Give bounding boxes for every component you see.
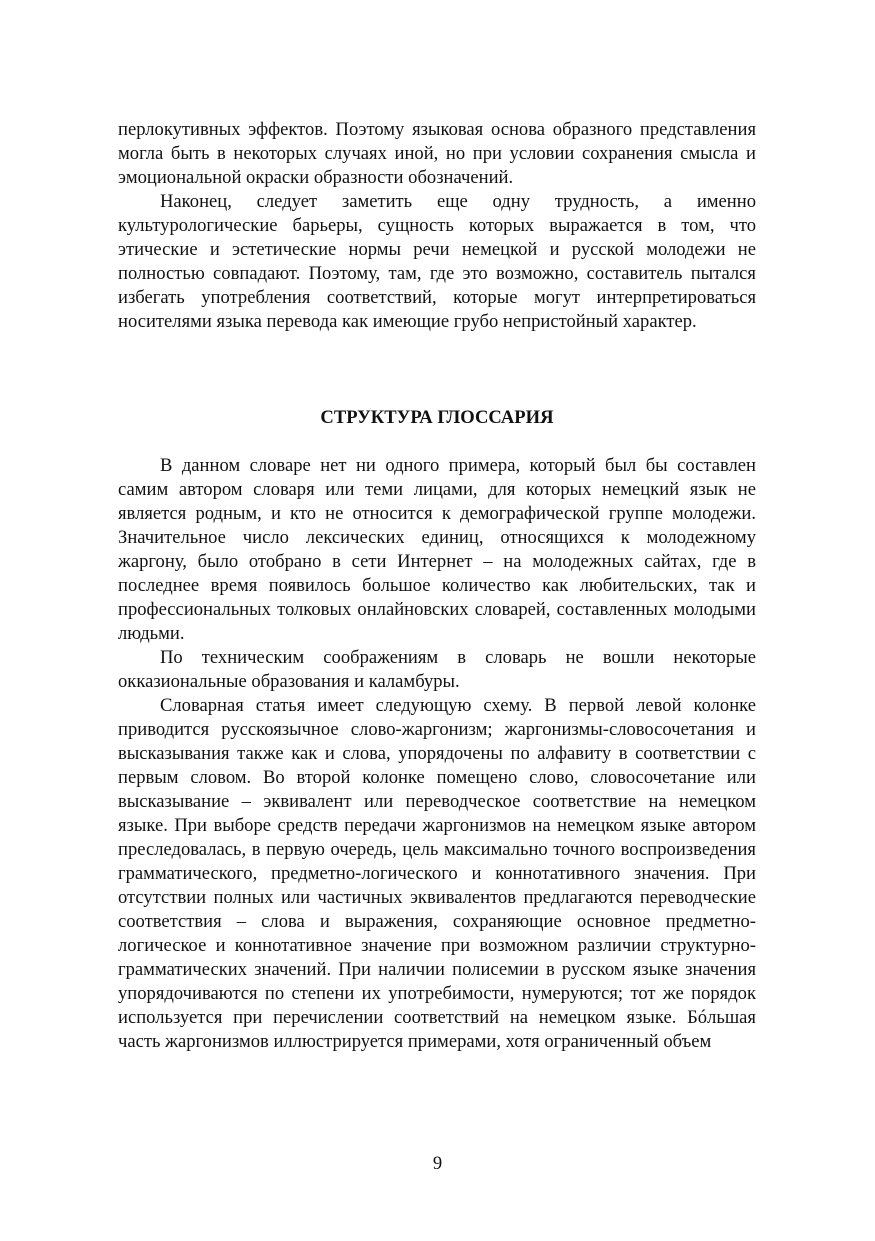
- page-number: 9: [432, 1153, 443, 1174]
- section-title: СТРУКТУРА ГЛОССАРИЯ: [320, 407, 554, 428]
- paragraph-continuation: перлокутивных эффектов. Поэтому языковая основа образного представления могла быть в некоторых случаях иной, но при условии сохранения смысла и эмоциональной окраски образности обозначений.: [118, 119, 756, 188]
- paragraph-technical: По техническим соображениям в словарь не вошли некоторые окказиональные образования и каламбуры.: [118, 647, 756, 692]
- paragraph-cultural-barriers: Наконец, следует заметить еще одну трудность, а именно культурологические барьеры, сущность которых выражается в том, что этические и эстетические нормы речи немецкой и русской молодежи не полностью совпадают. Поэтому, там, где это возможно, составитель пытался избегать употребления соответствий, которые могут интерпретироваться носителями языка перевода как имеющие грубо непристойный характер.: [118, 191, 756, 332]
- section-text-block: [118, 454, 756, 1054]
- paragraph-sources: В данном словаре нет ни одного примера, который был бы составлен самим автором словаря или теми лицами, для которых немецкий язык не является родным, и кто не относится к демографической группе молодежи. Значительное число лексических единиц, относящихся к молодежному жаргону, было отобрано в сети Интернет – на молодежных сайтах, где в последнее время появилось большое количество как любительских, так и профессиональных толковых онлайновских словарей, составленных молодыми людьми.: [118, 455, 756, 644]
- paragraph-entry-scheme: Словарная статья имеет следующую схему. В первой левой колонке приводится русскоязычное слово-жаргонизм; жаргонизмы-словосочетания и высказывания также как и слова, упорядочены по алфавиту в соответствии с первым словом. Во второй колонке помещено слово, словосочетание или высказывание – эквивалент или переводческое соответствие на немецком языке. При выборе средств передачи жаргонизмов на немецком языке автором преследовалась, в первую очередь, цель максимально точного воспроизведения грамматического, предметно-логического и коннотативного значения. При отсутствии полных или частичных эквивалентов предлагаются переводческие соответствия – слова и выражения, сохраняющие основное предметно-логическое и коннотативное значение при возможном различии структурно-грамматических значений. При наличии полисемии в русском языке значения упорядочиваются по степени их употребимости, нумеруются; тот же порядок используется при перечислении соответствий на немецком языке. Бóльшая часть жаргонизмов иллюстрируется примерами, хотя ограниченный объем: [118, 695, 756, 1052]
- intro-text-block: [118, 118, 756, 334]
